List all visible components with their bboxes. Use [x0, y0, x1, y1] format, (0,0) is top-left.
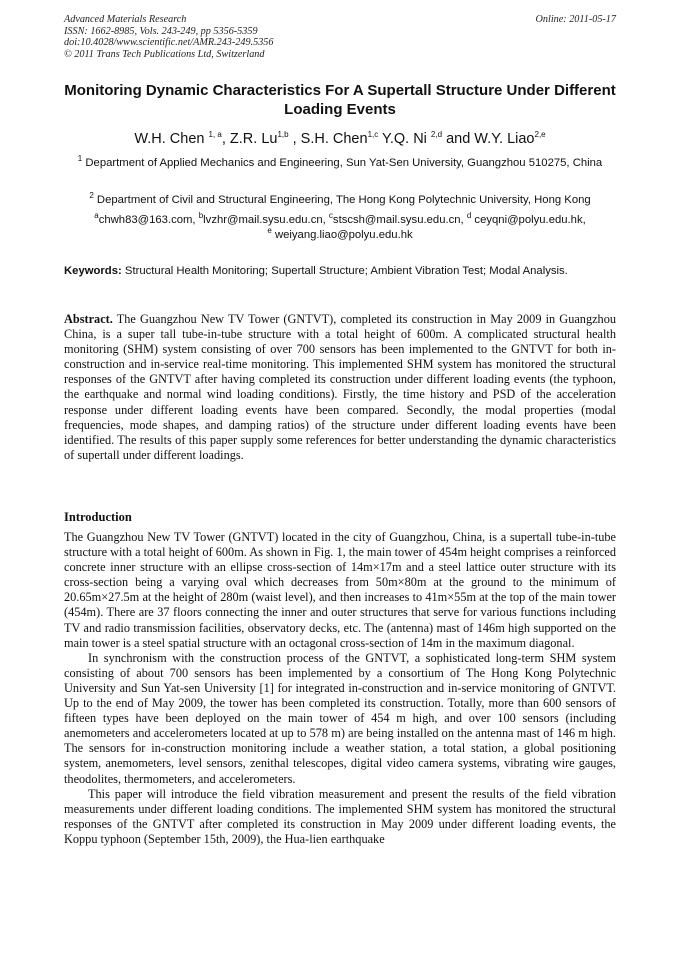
copyright-line: © 2011 Trans Tech Publications Ltd, Switzerland: [64, 48, 265, 60]
online-date: Online: 2011-05-17: [535, 14, 616, 25]
email-link[interactable]: chwh83@163.com,: [98, 214, 196, 226]
author-sup: 2,d: [430, 130, 443, 140]
paper-title: Monitoring Dynamic Characteristics For A Supertall Structure Under Different Loading Events: [64, 82, 616, 118]
author-name: W.Y. Liao: [474, 131, 535, 147]
abstract-label: Abstract.: [64, 312, 113, 326]
email-link[interactable]: weiyang.liao@polyu.edu.hk: [274, 229, 413, 241]
email-sup: a: [94, 211, 99, 221]
email-list: [64, 213, 616, 243]
author-sup: 2,e: [534, 130, 546, 140]
email-link[interactable]: stscsh@mail.sysu.edu.cn,: [332, 214, 464, 226]
body-paragraph: The Guangzhou New TV Tower (GNTVT) located in the city of Guangzhou, China, is a supertall tube-in-tube structure with a total height of 600m. As shown in Fig. 1, the main tower of 454m height comprises a reinforced concrete inner structure with an ellipse cross-section of 14m×17m and a steel lattice outer structure with its cross-section being a varying oval which decreases from 50m×80m at the ground to the minimum of 20.65m×27.5m at the height of 280m (waist level), and then increases to 41m×55m at the top of the main tower (454m). There are 37 floors connecting the inner and outer structures that serve for various functions including TV and radio transmission facilities, observatory decks, etc. The (antenna) mast of 146m high supported on the main tower is a steel spatial structure with an octagonal cross-section of 14m in the maximum diagonal.: [64, 530, 616, 650]
email-sup: c: [328, 211, 333, 221]
email-sup: b: [198, 211, 204, 221]
body-paragraph: This paper will introduce the field vibration measurement and present the results of the field vibration measurements under different loading conditions. The implemented SHM system has monitored the structural responses of the GNTVT after completed its construction in May 2009 under different loading events, the Koppu typhoon (September 15th, 2009), the Hua-lien earthquake: [64, 786, 616, 846]
affiliation-text: Department of Applied Mechanics and Engineering, Sun Yat-Sen University, Guangzhou 510275, China: [85, 157, 603, 169]
email-link[interactable]: ceyqni@polyu.edu.hk,: [474, 214, 586, 226]
issn-line: ISSN: 1662-8985, Vols. 243-249, pp 5356-5359: [64, 25, 258, 37]
journal-header: [64, 14, 616, 60]
abstract-text: The Guangzhou New TV Tower (GNTVT), completed its construction in May 2009 in Guangzhou China, is a super tall tube-in-tube structure with a total height of 600m. A complicated structural health monitoring (SHM) system consisting of over 700 sensors has been implemented to the GNTVT for both in-construction and in-service real-time monitoring. This implemented SHM system has monitored the structural responses of the GNTVT after having completed its construction under different loading events (the typhoon, the earthquake and normal wind loading conditions). Firstly, the time history and PSD of the acceleration response under different loading events have been compared. Secondly, the modal properties (modal frequencies, mode shapes, and damping ratios) of the structure under different loading events have been identified. The results of this paper supply some references for better understanding the dynamic characteristics of supertall under different loadings.: [64, 312, 616, 462]
affiliation-text: Department of Civil and Structural Engineering, The Hong Kong Polytechnic University, Hong Kong: [96, 194, 591, 206]
keywords-text: Structural Health Monitoring; Supertall Structure; Ambient Vibration Test; Modal Analysis.: [124, 265, 568, 277]
email-link[interactable]: lvzhr@mail.sysu.edu.cn,: [203, 214, 326, 226]
author-sup: 1, a: [208, 130, 222, 140]
author-name: S.H. Chen: [300, 131, 368, 147]
introduction-body: [64, 530, 616, 847]
affiliation-sup: 1: [77, 154, 83, 164]
affiliation-sup: 2: [89, 191, 94, 201]
author-sup: 1,c: [367, 130, 379, 140]
affiliation-1: [64, 156, 616, 171]
abstract-section: [64, 312, 616, 463]
section-heading-introduction: Introduction: [64, 510, 132, 524]
body-paragraph: In synchronism with the construction process of the GNTVT, a sophisticated long-term SHM system consisting of about 700 sensors has been implemented by a consortium of The Hong Kong Polytechnic University and Sun Yat-sen University [1] for integrated in-construction and in-service monitoring of GNTVT. Up to the end of May 2009, the tower has been completed its construction. Totally, more than 600 sensors of fifteen types have been deployed on the main tower of 454 m high, and over 100 sensors (including anemometers and accelerometers located at up to 578 m) are being installed on the antenna mast of 146 m high. The sensors for in-construction monitoring include a weather station, a total station, a global positioning system, anemometers, level sensors, zenithal telescopes, digital video camera systems, vibrating wire gauges, theodolites, thermometers, and accelerometers.: [64, 650, 616, 786]
doi-line: doi:10.4028/www.scientific.net/AMR.243-249.5356: [64, 37, 274, 48]
journal-name: Advanced Materials Research: [64, 14, 187, 25]
author-list: W.H. Chen $^{1, a}$, Z.R. Lu$^{1,b}$ , S.H. Chen$^{1,c}$ Y.Q. Ni $^{2,d}$ and W.Y. Liao$^{2,e}$: [134, 130, 546, 147]
keywords-label: Keywords:: [64, 265, 122, 277]
keywords-section: [64, 264, 616, 279]
author-sup: 1,b: [277, 130, 289, 140]
email-sup: d: [466, 211, 472, 221]
author-name: Z.R. Lu: [229, 131, 278, 147]
email-sup: e: [267, 226, 272, 236]
author-name: W.H. Chen: [134, 131, 205, 147]
affiliation-2: [64, 193, 616, 208]
author-name: Y.Q. Ni: [382, 131, 427, 147]
